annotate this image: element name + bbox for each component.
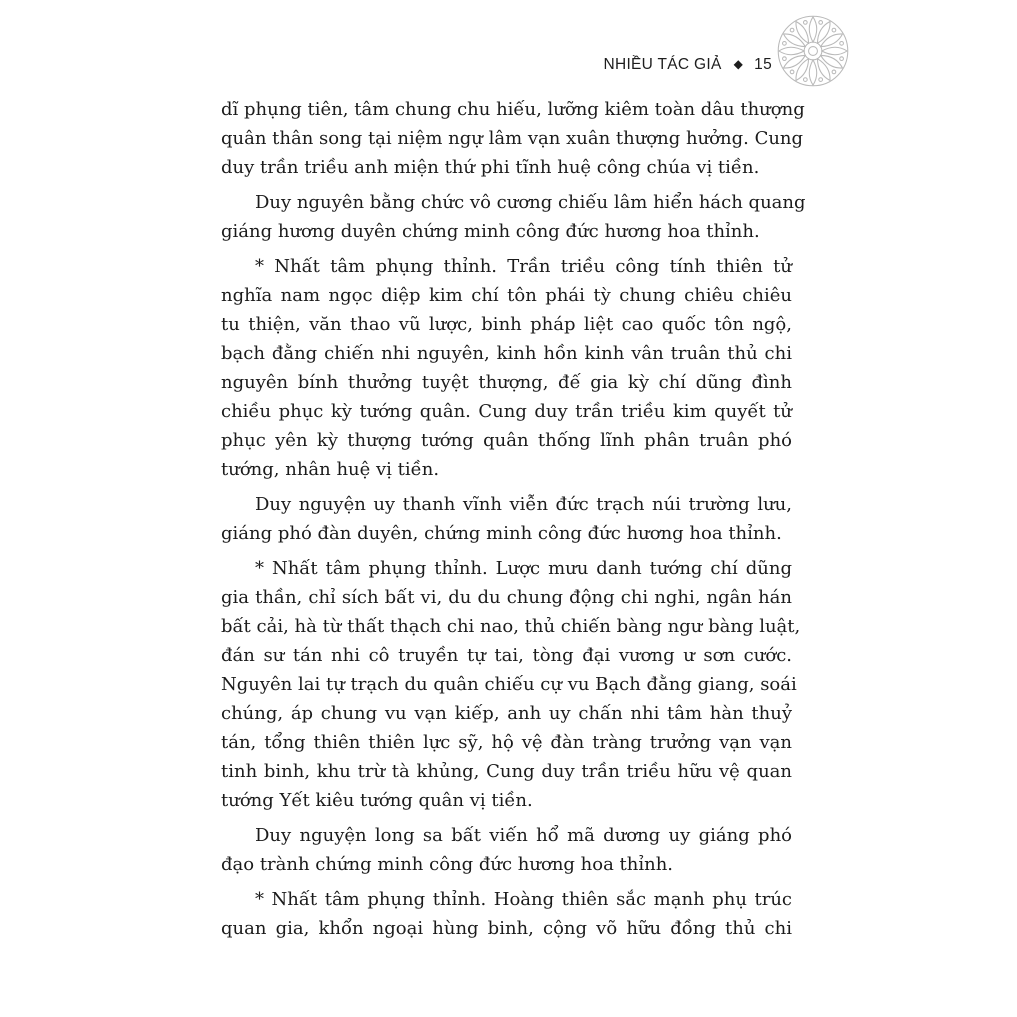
text-line: tinh binh, khu trừ tà khủng, Cung duy trần triều hữu vệ quan xyxy=(221,761,792,782)
text-line: tu thiện, văn thao vũ lược, binh pháp liệt cao quốc tôn ngộ, xyxy=(221,314,792,335)
text-line: * Nhất tâm phụng thỉnh. Lược mưu danh tướng chí dũng xyxy=(255,558,792,579)
page-body-text xyxy=(221,95,806,949)
diamond-separator-icon: ◆ xyxy=(733,57,744,71)
text-line: duy trần triều anh miện thứ phi tĩnh huệ công chúa vị tiền. xyxy=(221,157,760,178)
text-line: dĩ phụng tiên, tâm chung chu hiếu, lưỡng kiêm toàn dâu thượng xyxy=(221,99,805,120)
paragraph xyxy=(221,252,792,484)
text-line: Duy nguyện uy thanh vĩnh viễn đức trạch núi trường lưu, xyxy=(255,494,792,515)
text-line: giáng hương duyên chứng minh công đức hương hoa thỉnh. xyxy=(221,221,760,242)
text-line: tướng Yết kiêu tướng quân vị tiền. xyxy=(221,790,533,811)
paragraph xyxy=(221,95,805,182)
text-line: quân thân song tại niệm ngự lâm vạn xuân thượng hưởng. Cung xyxy=(221,128,804,149)
paragraph xyxy=(221,490,792,548)
text-line: * Nhất tâm phụng thỉnh. Hoàng thiên sắc mạnh phụ trúc xyxy=(255,889,792,910)
text-line: đạo trành chứng minh công đức hương hoa thỉnh. xyxy=(221,854,674,875)
running-head xyxy=(603,56,772,74)
mandala-rosette-icon xyxy=(776,14,850,88)
text-line: nghĩa nam ngọc diệp kim chí tôn phái tỳ chung chiêu chiêu xyxy=(221,285,792,306)
text-line: Duy nguyên bằng chức vô cương chiếu lâm hiển hách quang xyxy=(255,192,806,213)
text-line: quan gia, khổn ngoại hùng binh, cộng võ hữu đồng thủ chi xyxy=(221,918,792,939)
text-line: chúng, áp chung vu vạn kiếp, anh uy chấn nhi tâm hàn thuỷ xyxy=(221,703,792,724)
text-line: đán sư tán nhi cô truyền tự tai, tòng đại vương ư sơn cước. xyxy=(221,645,792,666)
author-label: NHIỀU TÁC GIẢ xyxy=(603,56,722,73)
text-line: * Nhất tâm phụng thỉnh. Trần triều công tính thiên tử xyxy=(255,256,792,277)
text-line: nguyên bính thưởng tuyệt thượng, đế gia kỳ chí dũng đình xyxy=(221,372,792,393)
paragraph xyxy=(221,821,792,879)
text-line: giáng phó đàn duyên, chứng minh công đức hương hoa thỉnh. xyxy=(221,523,782,544)
text-line: gia thần, chỉ sích bất vi, du du chung động chi nghi, ngân hán xyxy=(221,587,792,608)
paragraph xyxy=(221,554,801,815)
text-line: phục yên kỳ thượng tướng quân thống lĩnh phân truân phó xyxy=(221,430,792,451)
paragraph xyxy=(221,188,806,246)
text-line: tướng, nhân huệ vị tiền. xyxy=(221,459,440,480)
text-line: bạch đằng chiến nhi nguyên, kinh hồn kinh vân truân thủ chi xyxy=(221,343,792,364)
paragraph xyxy=(221,885,792,943)
text-line: chiều phục kỳ tướng quân. Cung duy trần triều kim quyết tử xyxy=(221,401,792,422)
text-line: tán, tổng thiên thiên lực sỹ, hộ vệ đàn tràng trưởng vạn vạn xyxy=(221,732,792,753)
page-number: 15 xyxy=(754,56,772,73)
text-line: bất cải, hà từ thất thạch chi nao, thủ chiến bàng ngư bàng luật, xyxy=(221,616,801,637)
text-line: Nguyên lai tự trạch du quân chiếu cự vu Bạch đằng giang, soái xyxy=(221,674,797,695)
text-line: Duy nguyện long sa bất viến hổ mã dương uy giáng phó xyxy=(255,825,792,846)
